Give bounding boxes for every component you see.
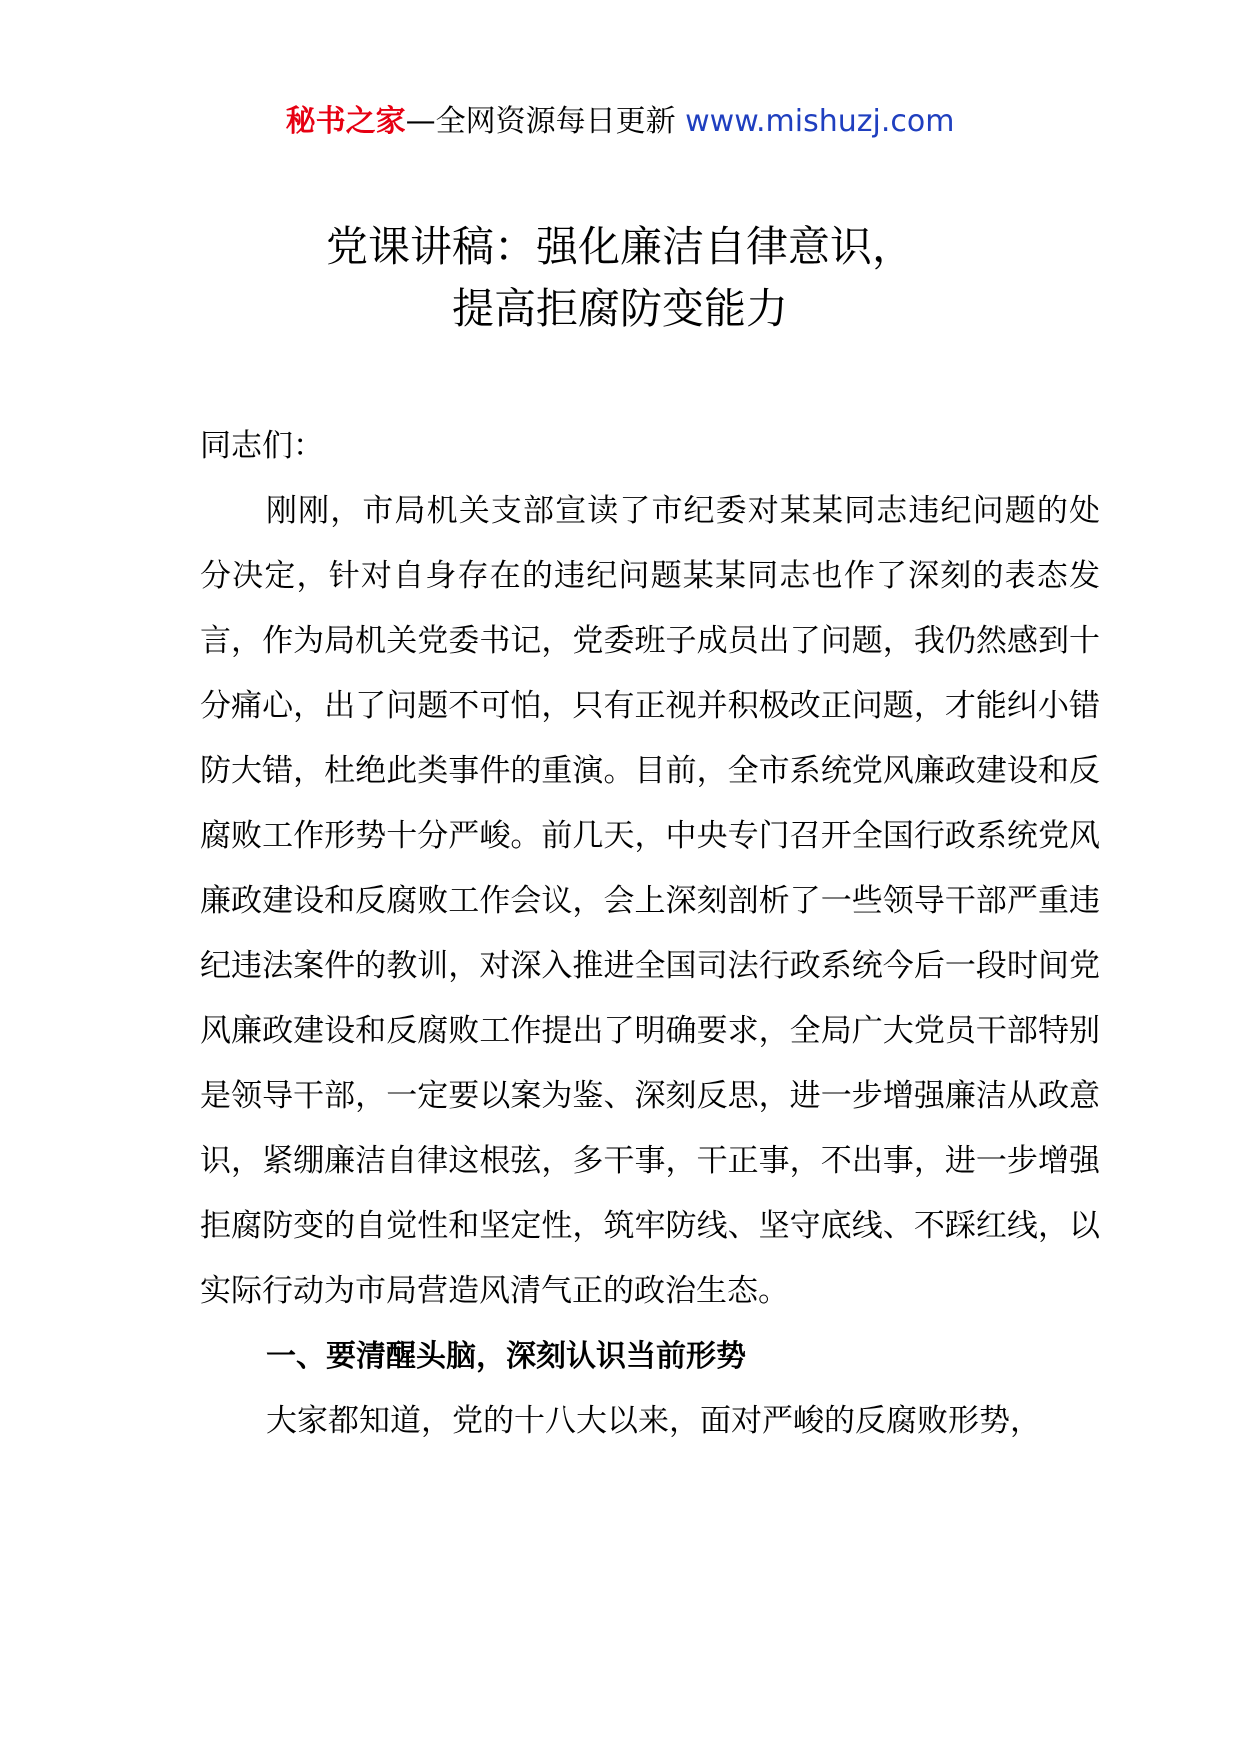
document-body xyxy=(200,414,1100,1454)
body-paragraph-1: 刚刚，市局机关支部宣读了市纪委对某某同志违纪问题的处分决定，针对自身存在的违纪问题某某同志也作了深刻的表态发言，作为局机关党委书记，党委班子成员出了问题，我仍然感到十分痛心，出了问题不可怕，只有正视并积极改正问题，才能纠小错防大错，杜绝此类事件的重演。目前，全市系统党风廉政建设和反腐败工作形势十分严峻。前几天，中央专门召开全国行政系统党风廉政建设和反腐败工作会议，会上深刻剖析了一些领导干部严重违纪违法案件的教训，对深入推进全国司法行政系统今后一段时间党风廉政建设和反腐败工作提出了明确要求，全局广大党员干部特别是领导干部，一定要以案为鉴、深刻反思，进一步增强廉洁从政意识，紧绷廉洁自律这根弦，多干事，干正事，不出事，进一步增强拒腐防变的自觉性和坚定性，筑牢防线、坚守底线、不踩红线，以实际行动为市局营造风清气正的政治生态。 xyxy=(200,493,1100,1309)
body-paragraph-2: 大家都知道，党的十八大以来，面对严峻的反腐败形势， xyxy=(266,1403,1041,1439)
section-heading-1: 一、要清醒头脑，深刻认识当前形势 xyxy=(266,1339,746,1374)
site-url-link[interactable]: www.mishuzj.com xyxy=(685,104,955,139)
site-tagline: —全网资源每日更新 xyxy=(405,104,676,139)
salutation: 同志们： xyxy=(200,428,324,464)
document-title xyxy=(0,216,1240,340)
document-title-line-2: 提高拒腐防变能力 xyxy=(451,284,788,333)
site-brand: 秘书之家 xyxy=(285,104,406,139)
document-title-line-1: 党课讲稿：强化廉洁自律意识， xyxy=(325,222,914,271)
site-header-banner xyxy=(0,100,1240,144)
